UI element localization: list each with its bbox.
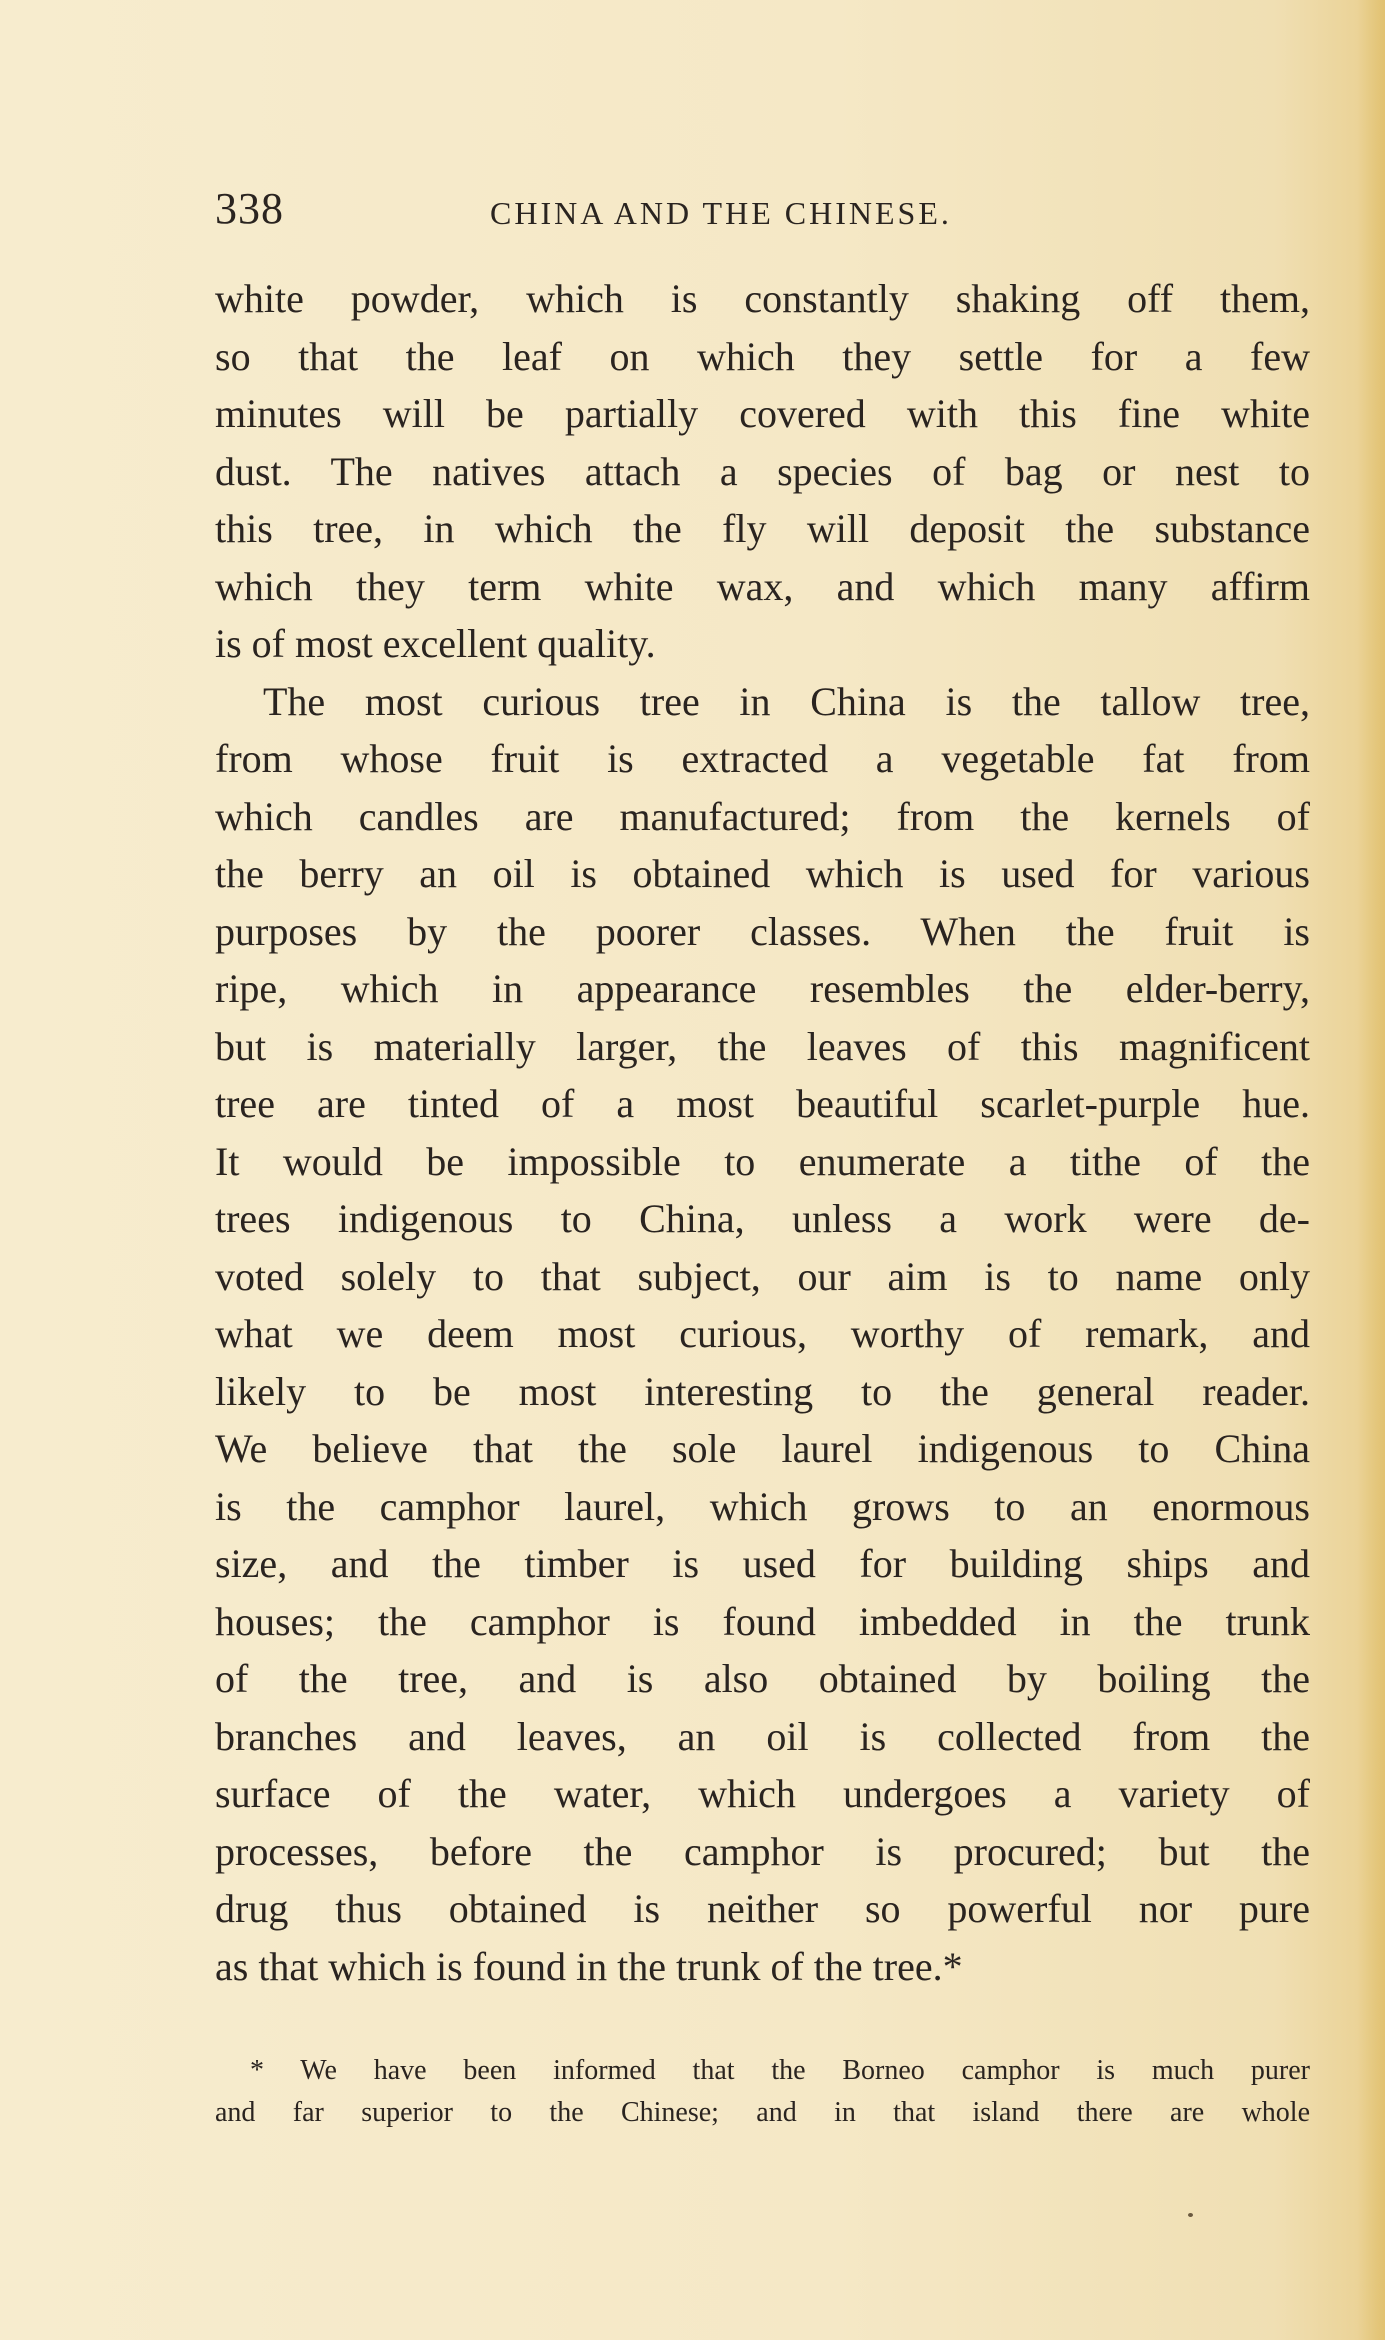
- text-line: what we deem most curious, worthy of remark, and: [215, 1311, 1310, 1356]
- text-line: but is materially larger, the leaves of this magnificent: [215, 1023, 1310, 1069]
- text-line: of the tree, and is also obtained by boiling the: [215, 1656, 1310, 1701]
- ink-speck: [1188, 2213, 1193, 2217]
- text-line: from whose fruit is extracted a vegetable fat from: [215, 736, 1310, 781]
- page-header: [215, 183, 1315, 243]
- text-line: ripe, which in appearance resembles the elder-berry,: [215, 966, 1310, 1011]
- text-line: minutes will be partially covered with this fine white: [215, 391, 1310, 436]
- text-line: drug thus obtained is neither so powerful nor pure: [215, 1886, 1310, 1931]
- text-line: is of most excellent quality.: [215, 621, 656, 666]
- text-line: is the camphor laurel, which grows to an enormous: [215, 1483, 1310, 1529]
- text-line: trees indigenous to China, unless a work were de-: [215, 1196, 1310, 1241]
- text-line: so that the leaf on which they settle for a few: [215, 333, 1310, 379]
- text-line: this tree, in which the fly will deposit the substance: [215, 506, 1310, 551]
- footnote: [215, 2050, 1310, 2134]
- text-line: which they term white wax, and which many affirm: [215, 563, 1310, 609]
- text-line: purposes by the poorer classes. When the fruit is: [215, 908, 1310, 954]
- text-line: The most curious tree in China is the tallow tree,: [263, 678, 1310, 724]
- text-line: voted solely to that subject, our aim is to name only: [215, 1253, 1310, 1299]
- footnote-line: * We have been informed that the Borneo camphor is much purer: [250, 2055, 1310, 2086]
- footnote-line: and far superior to the Chinese; and in that island there are whole: [215, 2097, 1310, 2128]
- text-line: as that which is found in the trunk of the tree.*: [215, 1943, 963, 1989]
- page-edge-shading: [1357, 0, 1385, 2340]
- text-line: likely to be most interesting to the general reader.: [215, 1368, 1310, 1414]
- text-line: branches and leaves, an oil is collected from the: [215, 1713, 1310, 1759]
- text-line: white powder, which is constantly shaking off them,: [215, 276, 1310, 321]
- text-line: size, and the timber is used for building ships and: [215, 1541, 1310, 1586]
- text-line: dust. The natives attach a species of bag or nest to: [215, 448, 1310, 494]
- text-line: We believe that the sole laurel indigenous to China: [215, 1426, 1310, 1471]
- page-number: 338: [215, 184, 284, 233]
- text-line: It would be impossible to enumerate a tithe of the: [215, 1138, 1310, 1184]
- text-line: which candles are manufactured; from the kernels of: [215, 793, 1310, 839]
- text-line: processes, before the camphor is procured; but the: [215, 1828, 1310, 1874]
- text-line: houses; the camphor is found imbedded in the trunk: [215, 1598, 1310, 1644]
- text-line: surface of the water, which undergoes a variety of: [215, 1771, 1310, 1816]
- text-line: tree are tinted of a most beautiful scarlet-purple hue.: [215, 1081, 1310, 1126]
- text-line: the berry an oil is obtained which is used for various: [215, 851, 1310, 896]
- running-title: CHINA AND THE CHINESE.: [490, 195, 952, 231]
- body-text: [215, 270, 1310, 1995]
